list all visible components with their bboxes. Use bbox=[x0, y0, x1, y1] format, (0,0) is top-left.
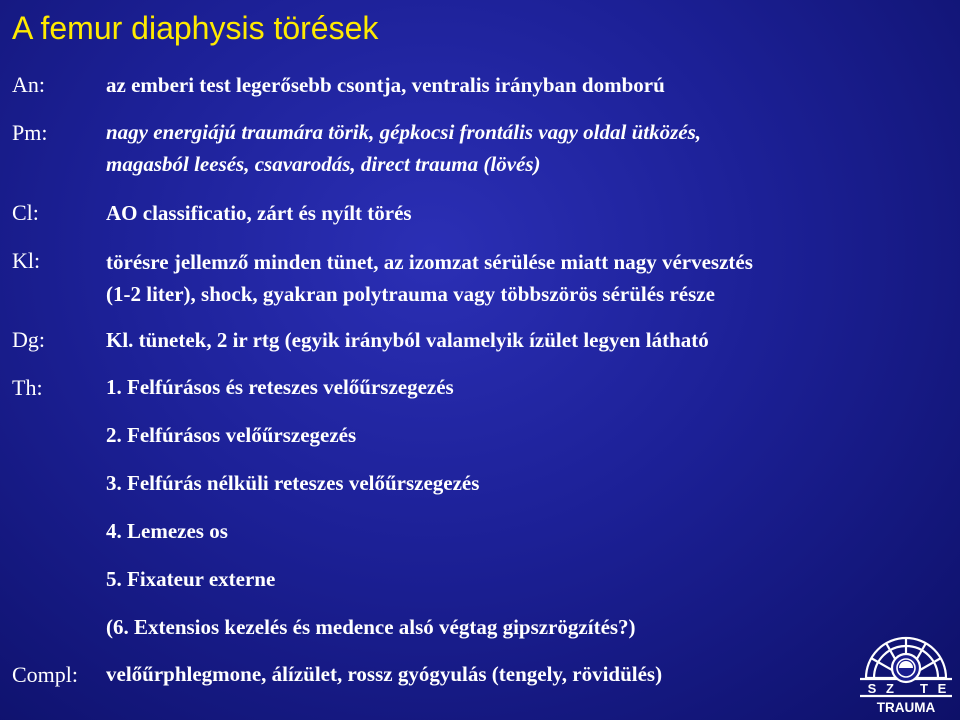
row-text-pm-line: magasból leesés, csavarodás, direct trauma (lövés) bbox=[106, 152, 541, 176]
row-text-kl-line: törésre jellemző minden tünet, az izomzat sérülése miatt nagy vérvesztés bbox=[106, 250, 753, 274]
therapy-item: 5. Fixateur externe bbox=[106, 567, 276, 591]
row-text-compl: velőűrphlegmone, álízület, rossz gyógyulás (tengely, rövidülés) bbox=[106, 662, 663, 686]
therapy-item: (6. Extensios kezelés és medence alsó végtag gipszrögzítés?) bbox=[106, 615, 636, 639]
row-text-kl-line: (1-2 liter), shock, gyakran polytrauma vagy többszörös sérülés része bbox=[106, 282, 715, 306]
logo-letter: S bbox=[867, 681, 877, 696]
therapy-item: 3. Felfúrás nélküli reteszes velőűrszegezés bbox=[106, 471, 480, 495]
row-label-kl: Kl: bbox=[12, 248, 41, 273]
row-label-compl: Compl: bbox=[12, 662, 79, 687]
row-text-dg: Kl. tünetek, 2 ir rtg (egyik irányból valamelyik ízület legyen látható bbox=[106, 328, 709, 352]
logo-letter: T bbox=[920, 681, 928, 696]
logo-letter: E bbox=[937, 681, 947, 696]
logo-word: TRAUMA bbox=[876, 700, 936, 715]
row-label-cl: Cl: bbox=[12, 200, 39, 225]
szte-trauma-logo bbox=[858, 612, 954, 716]
row-text-kl bbox=[106, 246, 753, 310]
row-label-dg: Dg: bbox=[12, 327, 45, 352]
therapy-item: 4. Lemezes os bbox=[106, 519, 228, 543]
row-text-pm bbox=[106, 116, 701, 180]
row-label-pm: Pm: bbox=[12, 120, 48, 145]
row-label-an: An: bbox=[12, 72, 45, 97]
row-text-cl: AO classificatio, zárt és nyílt törés bbox=[106, 201, 412, 225]
row-text-pm-line: nagy energiájú traumára törik, gépkocsi frontális vagy oldal ütközés, bbox=[106, 120, 702, 144]
therapy-item: 2. Felfúrásos velőűrszegezés bbox=[106, 423, 357, 447]
logo-letter: Z bbox=[886, 681, 894, 696]
row-text-an: az emberi test legerősebb csontja, ventralis irányban domború bbox=[106, 73, 665, 97]
therapy-item: 1. Felfúrásos és reteszes velőűrszegezés bbox=[106, 375, 454, 399]
row-label-th: Th: bbox=[12, 375, 43, 400]
slide-title: A femur diaphysis törések bbox=[12, 10, 379, 46]
